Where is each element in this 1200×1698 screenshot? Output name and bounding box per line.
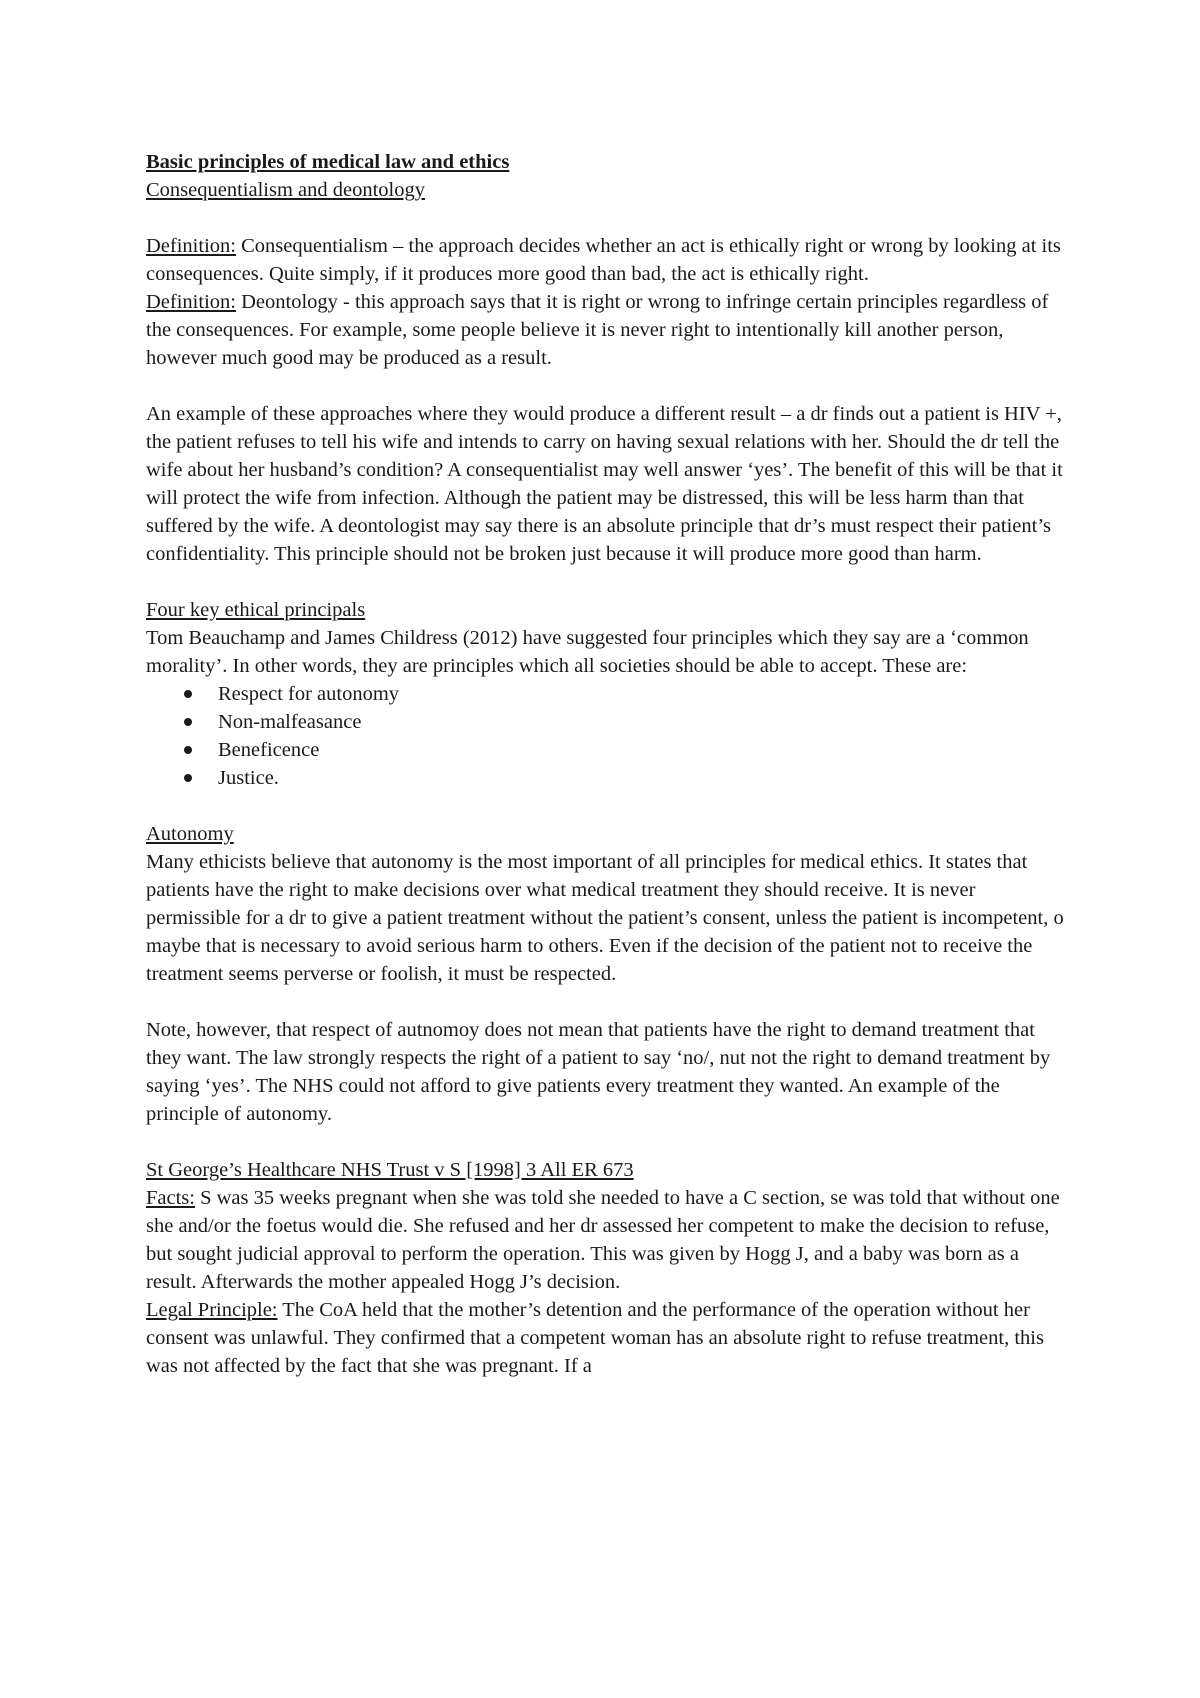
definition-label: Definition: xyxy=(146,235,236,257)
definition-label: Definition: xyxy=(146,291,236,313)
four-principles-paragraph: Tom Beauchamp and James Childress (2012) have suggested four principles which they say are a ‘common morality’. In other words, they are principles which all societies should be able to accept. These are: xyxy=(146,627,1029,677)
spacer xyxy=(146,204,1066,232)
bullet-icon xyxy=(184,746,192,754)
definition-text: Deontology - this approach says that it is right or wrong to infringe certain principles regardless of the consequences. For example, some people believe it is never right to intentionally kill another person, however much good may be produced as a result. xyxy=(146,291,1049,369)
note-paragraph: Note, however, that respect of autnomoy does not mean that patients have the right to demand treatment that they want. The law strongly respects the right of a patient to say ‘no/, nut not the right to demand treatment by saying ‘yes’. The NHS could not afford to give patients every treatment they wanted. An example of the principle of autonomy. xyxy=(146,1019,1051,1125)
spacer xyxy=(146,568,1066,596)
case-legal-principle xyxy=(146,1296,1066,1380)
definition-deontology xyxy=(146,288,1066,372)
list-item xyxy=(146,708,1066,736)
list-item xyxy=(146,764,1066,792)
definition-text: Consequentialism – the approach decides whether an act is ethically right or wrong by looking at its consequences. Quite simply, if it produces more good than bad, the act is ethically right. xyxy=(146,235,1061,285)
case-facts xyxy=(146,1184,1066,1296)
case-heading: St George’s Healthcare NHS Trust v S [1998] 3 All ER 673 xyxy=(146,1159,634,1181)
legal-principle-label: Legal Principle: xyxy=(146,1299,278,1321)
bullet-icon xyxy=(184,774,192,782)
list-item xyxy=(146,680,1066,708)
list-item-text: Justice. xyxy=(218,767,279,789)
section-heading-autonomy: Autonomy xyxy=(146,823,234,845)
legal-principle-text: The CoA held that the mother’s detention and the performance of the operation without her consent was unlawful. They confirmed that a competent woman has an absolute right to refuse treatment, this was not affected by the fact that she was pregnant. If a xyxy=(146,1299,1044,1377)
list-item-text: Respect for autonomy xyxy=(218,683,400,705)
section-heading-consequentialism: Consequentialism and deontology xyxy=(146,179,425,201)
spacer xyxy=(146,792,1066,820)
spacer xyxy=(146,1128,1066,1156)
document-title: Basic principles of medical law and ethics xyxy=(146,151,510,173)
definition-consequentialism xyxy=(146,232,1066,288)
document-page xyxy=(146,148,1066,1380)
bullet-icon xyxy=(184,690,192,698)
spacer xyxy=(146,372,1066,400)
bullet-icon xyxy=(184,718,192,726)
list-item-text: Beneficence xyxy=(218,739,320,761)
facts-text: S was 35 weeks pregnant when she was told she needed to have a C section, se was told that without one she and/or the foetus would die. She refused and her dr assessed her competent to make the decision to refuse, but sought judicial approval to perform the operation. This was given by Hogg J, and a baby was born as a result. Afterwards the mother appealed Hogg J’s decision. xyxy=(146,1187,1060,1293)
section-heading-four-principles: Four key ethical principals xyxy=(146,599,366,621)
spacer xyxy=(146,988,1066,1016)
facts-label: Facts: xyxy=(146,1187,195,1209)
example-paragraph: An example of these approaches where they would produce a different result – a dr finds out a patient is HIV +, the patient refuses to tell his wife and intends to carry on having sexual relations with her. Should the dr tell the wife about her husband’s condition? A consequentialist may well answer ‘yes’. The benefit of this will be that it will protect the wife from infection. Although the patient may be distressed, this will be less harm than that suffered by the wife. A deontologist may say there is an absolute principle that dr’s must respect their patient’s confidentiality. This principle should not be broken just because it will produce more good than harm. xyxy=(146,403,1063,565)
list-item-text: Non-malfeasance xyxy=(218,711,362,733)
principles-list xyxy=(146,680,1066,792)
autonomy-paragraph: Many ethicists believe that autonomy is the most important of all principles for medical ethics. It states that patients have the right to make decisions over what medical treatment they should receive. It is never permissible for a dr to give a patient treatment without the patient’s consent, unless the patient is incompetent, o maybe that is necessary to avoid serious harm to others. Even if the decision of the patient not to receive the treatment seems perverse or foolish, it must be respected. xyxy=(146,851,1064,985)
list-item xyxy=(146,736,1066,764)
